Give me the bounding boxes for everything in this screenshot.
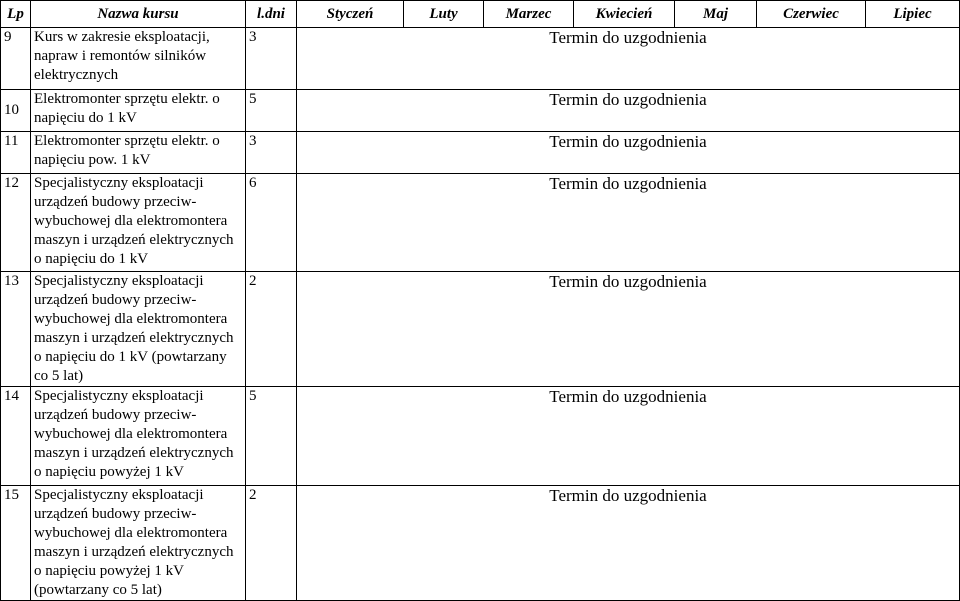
header-course-name: Nazwa kursu (31, 1, 246, 28)
row-lp: 9 (1, 28, 31, 90)
row-days: 2 (246, 486, 297, 601)
table-row (1, 387, 960, 486)
row-course-name: Specjalistyczny eksploatacji urządzeń budowy przeciw-wybuchowej dla elektromontera maszyn i urządzeń elektrycznych o napięciu do 1 kV (31, 174, 246, 272)
table-row (1, 272, 960, 387)
row-days: 3 (246, 132, 297, 174)
row-days: 3 (246, 28, 297, 90)
row-days: 6 (246, 174, 297, 272)
row-term: Termin do uzgodnienia (297, 174, 960, 272)
header-row (1, 1, 960, 28)
row-course-name: Kurs w zakresie eksploatacji, napraw i remontów silników elektrycznych (31, 28, 246, 90)
row-course-name: Specjalistyczny eksploatacji urządzeń budowy przeciw-wybuchowej dla elektromontera maszyn i urządzeń elektrycznych o napięciu do 1 kV (powtarzany co 5 lat) (31, 272, 246, 387)
table-row (1, 486, 960, 601)
header-lp: Lp (1, 1, 31, 28)
row-course-name: Specjalistyczny eksploatacji urządzeń budowy przeciw-wybuchowej dla elektromontera maszyn i urządzeń elektrycznych o napięciu powyżej 1 kV (31, 387, 246, 486)
header-days: l.dni (246, 1, 297, 28)
table-row (1, 132, 960, 174)
row-lp: 13 (1, 272, 31, 387)
row-term: Termin do uzgodnienia (297, 387, 960, 486)
row-days: 5 (246, 90, 297, 132)
header-month-july: Lipiec (866, 1, 960, 28)
row-term: Termin do uzgodnienia (297, 132, 960, 174)
header-month-june: Czerwiec (757, 1, 866, 28)
row-term: Termin do uzgodnienia (297, 90, 960, 132)
header-month-may: Maj (675, 1, 757, 28)
row-days: 2 (246, 272, 297, 387)
row-lp: 14 (1, 387, 31, 486)
row-lp: 11 (1, 132, 31, 174)
header-month-february: Luty (404, 1, 484, 28)
table-row (1, 174, 960, 272)
row-term: Termin do uzgodnienia (297, 28, 960, 90)
header-month-january: Styczeń (297, 1, 404, 28)
row-term: Termin do uzgodnienia (297, 486, 960, 601)
row-course-name: Specjalistyczny eksploatacji urządzeń budowy przeciw-wybuchowej dla elektromontera maszyn i urządzeń elektrycznych o napięciu powyżej 1 kV (powtarzany co 5 lat) (31, 486, 246, 601)
row-lp: 15 (1, 486, 31, 601)
table-row (1, 90, 960, 132)
header-month-march: Marzec (484, 1, 574, 28)
row-days: 5 (246, 387, 297, 486)
header-month-april: Kwiecień (574, 1, 675, 28)
row-lp: 12 (1, 174, 31, 272)
table-row (1, 28, 960, 90)
row-course-name: Elektromonter sprzętu elektr. o napięciu do 1 kV (31, 90, 246, 132)
row-term: Termin do uzgodnienia (297, 272, 960, 387)
row-lp: 10 (1, 90, 31, 132)
row-course-name: Elektromonter sprzętu elektr. o napięciu pow. 1 kV (31, 132, 246, 174)
